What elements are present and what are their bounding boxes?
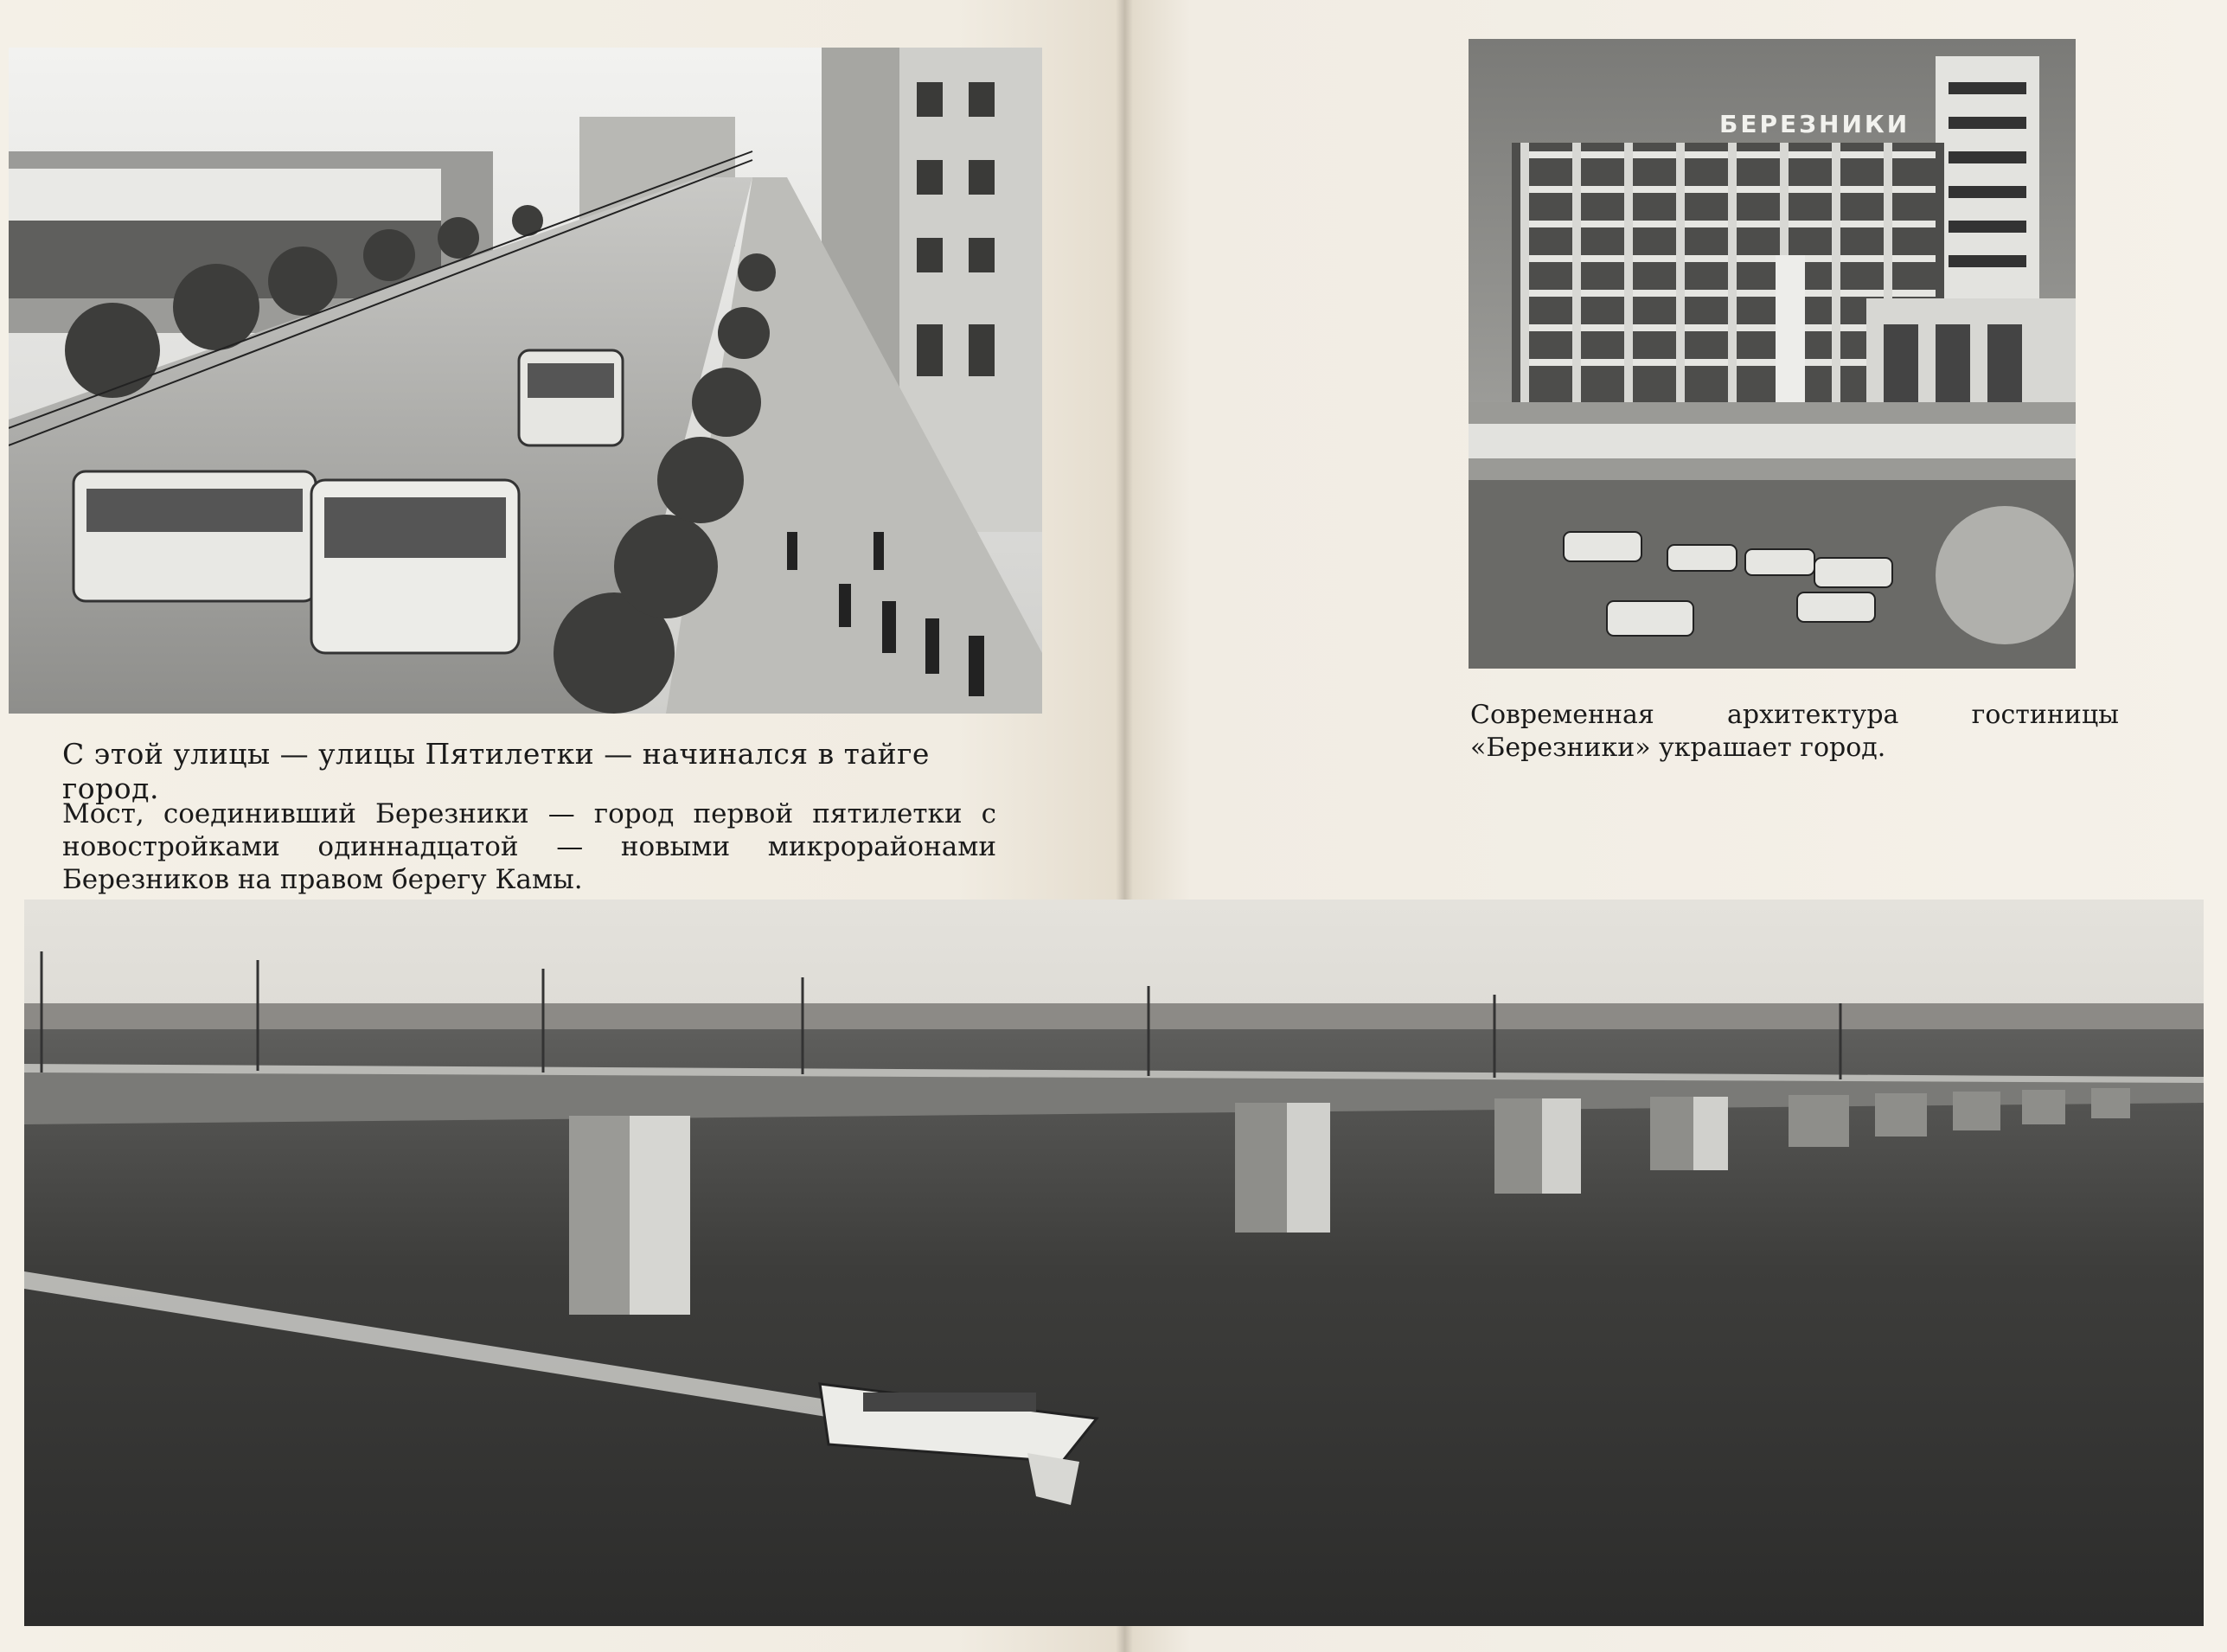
- bridge-photo-image: [24, 900, 2204, 1626]
- bridge-caption: Мост, соединивший Березники — город первой пятилетки с новостройками одиннадцатой — новыми микрорайонами Березников на правом берегу Камы.: [62, 798, 996, 895]
- hotel-photo-image: [1469, 39, 2076, 669]
- street-photo: [9, 48, 1042, 714]
- hotel-sign-text: БЕРЕЗНИКИ: [1719, 110, 1910, 138]
- hotel-caption: Современная архитектура гостиницы «Березники» украшает город.: [1470, 700, 2119, 763]
- hotel-photo: [1469, 39, 2076, 669]
- street-photo-image: [9, 48, 1042, 714]
- street-caption: С этой улицы — улицы Пятилетки — начинался в тайге город.: [62, 737, 930, 805]
- bridge-photo: [24, 900, 2204, 1626]
